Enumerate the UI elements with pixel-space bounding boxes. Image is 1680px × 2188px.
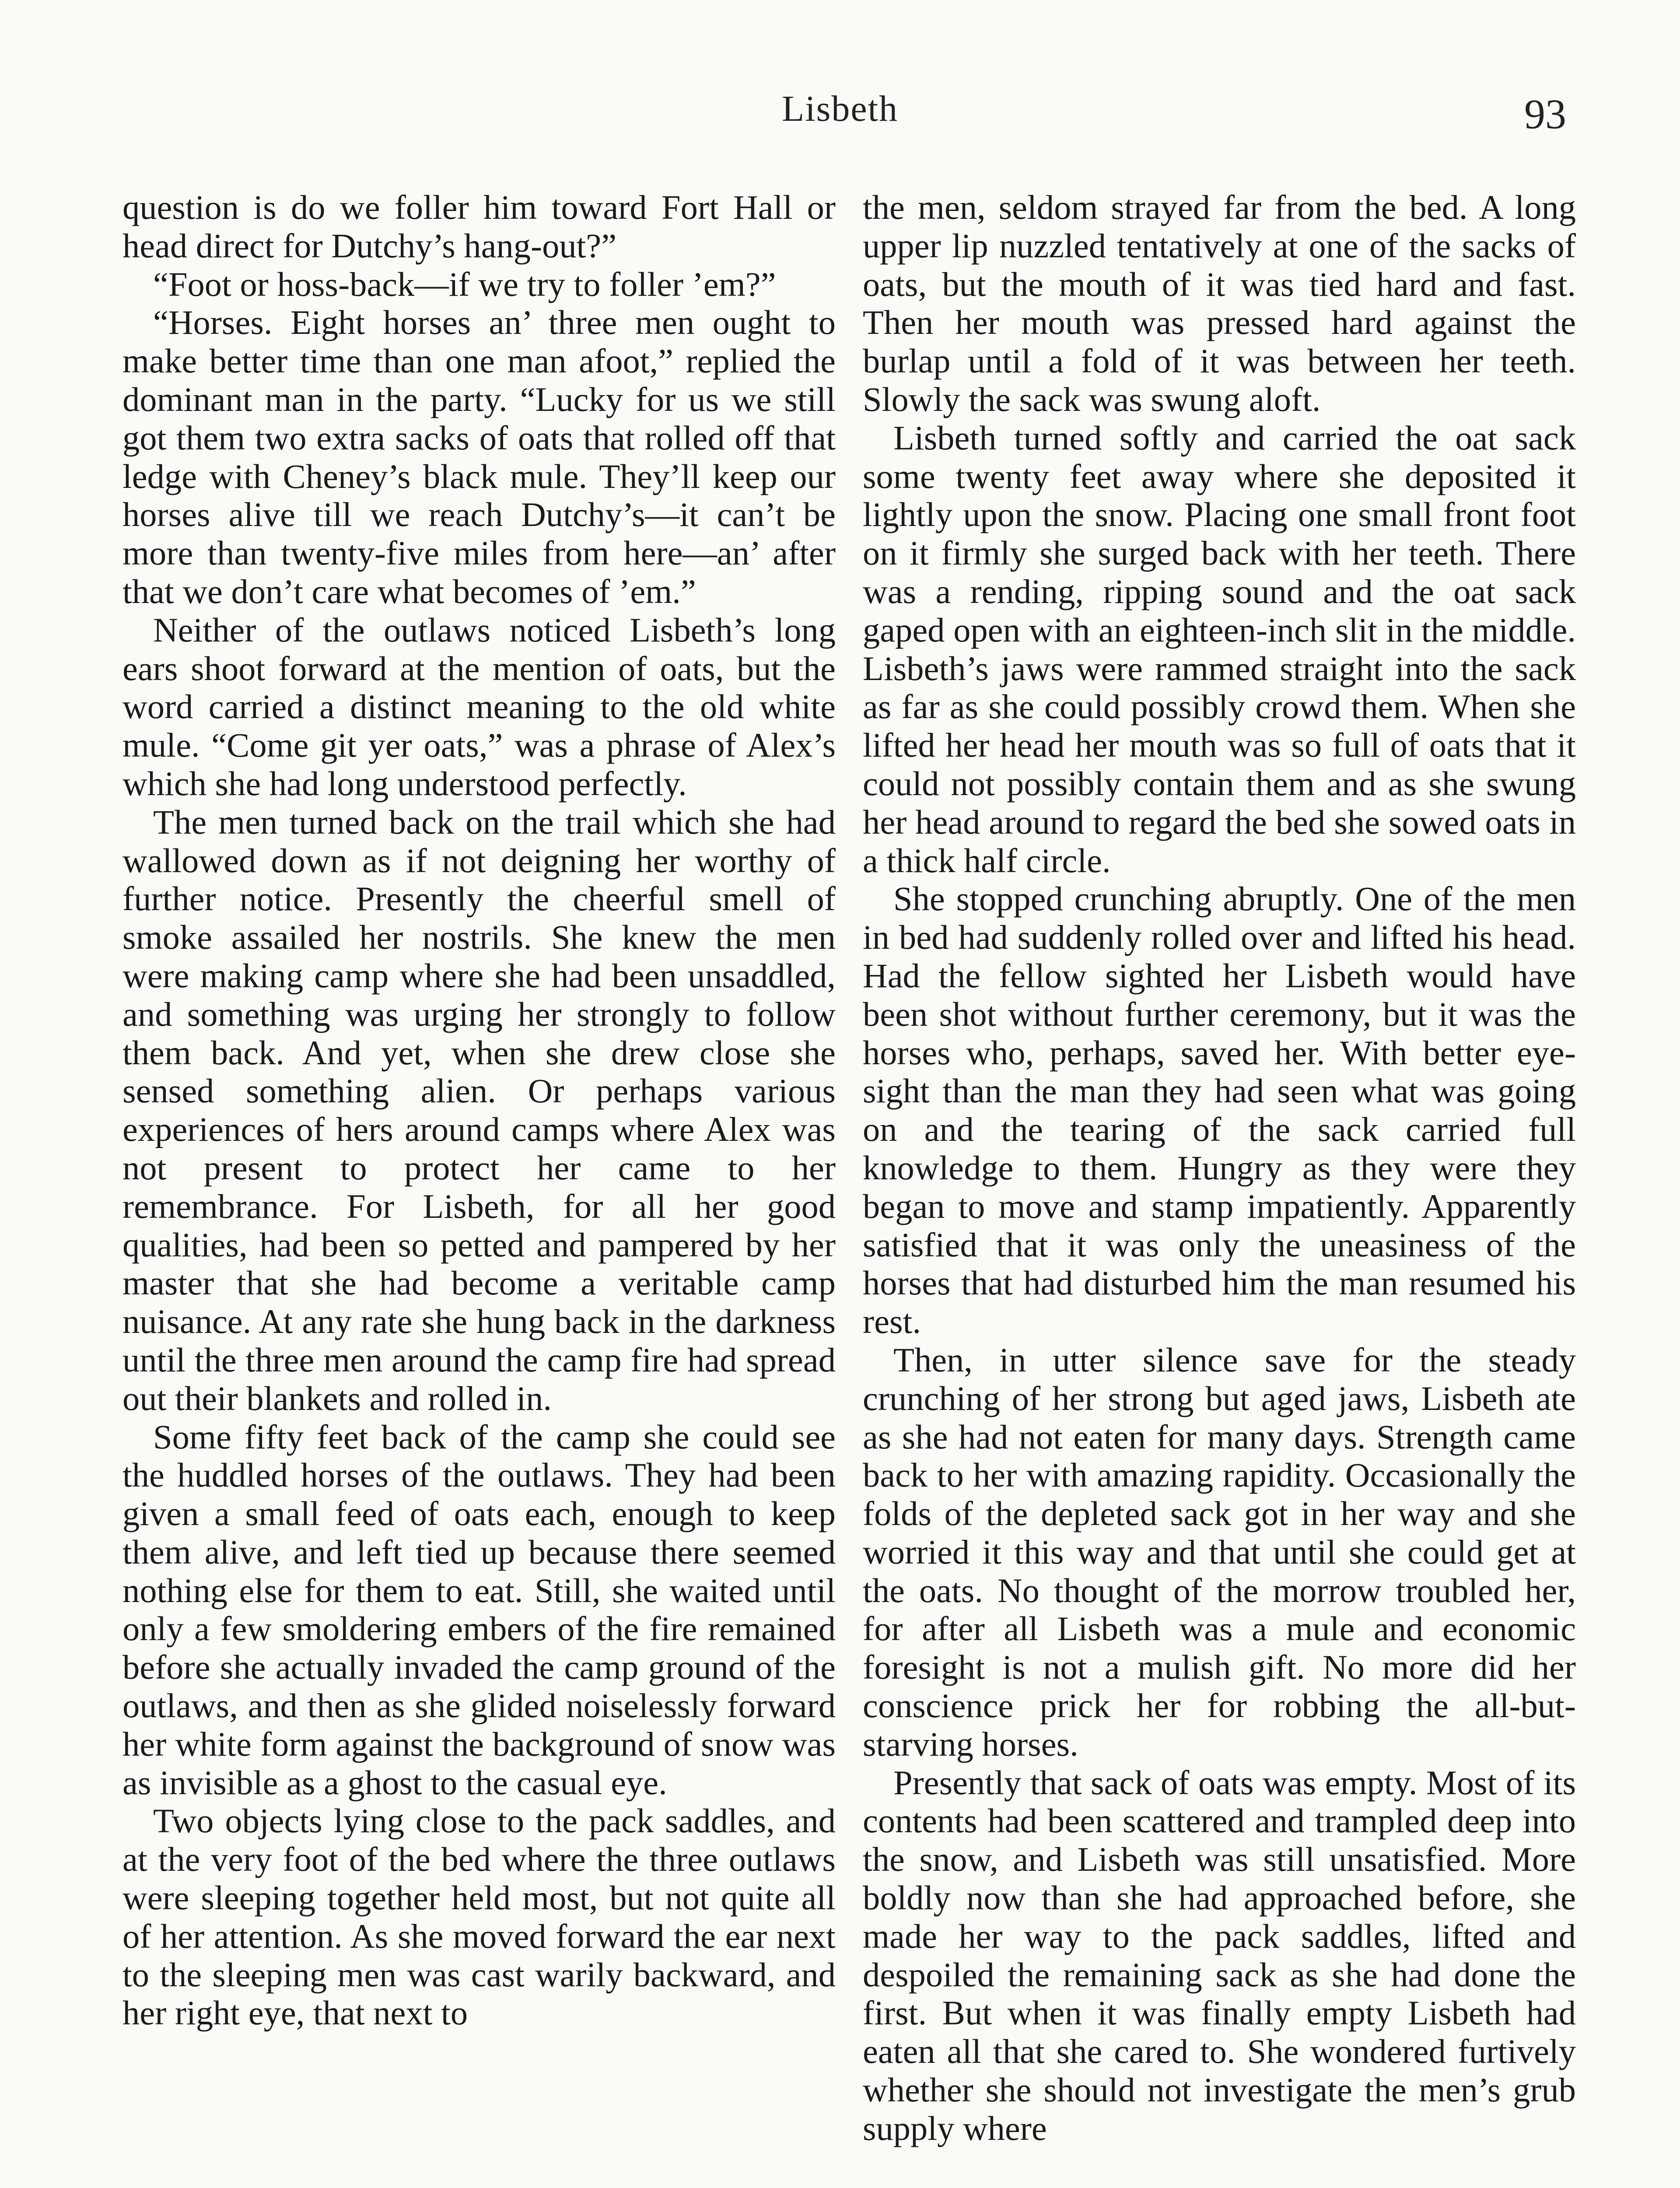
- paragraph: The men turned back on the trail which she had wallowed down as if not deigning her worthy of further notice. Presently the cheerful smell of smoke assailed her nostrils. She knew the men were making camp where she had been unsaddled, and something was urging her strongly to follow them back. And yet, when she drew close she sensed something alien. Or perhaps various experiences of hers around camps where Alex was not present to protect her came to her remembrance. For Lisbeth, for all her good qualities, had been so petted and pampered by her master that she had become a veritable camp nuisance. At any rate she hung back in the darkness until the three men around the camp fire had spread out their blankets and rolled in.: [122, 803, 836, 1417]
- paragraph: Lisbeth turned softly and carried the oat sack some twenty feet away where she deposited it lightly upon the snow. Placing one small front foot on it firmly she surged back with her teeth. There was a rending, ripping sound and the oat sack gaped open with an eighteen-inch slit in the middle. Lisbeth’s jaws were rammed straight into the sack as far as she could possibly crowd them. When she lifted her head her mouth was so full of oats that it could not possibly contain them and as she swung her head around to regard the bed she sowed oats in a thick half circle.: [863, 418, 1576, 880]
- paragraph: “Foot or hoss-back—if we try to foller ’em?”: [153, 265, 776, 303]
- running-title: Lisbeth: [782, 88, 898, 129]
- right-column: [863, 188, 1576, 2148]
- left-column: [122, 188, 836, 2032]
- paragraph: the men, seldom strayed far from the bed. A long upper lip nuzzled tentatively at one of the sacks of oats, but the mouth of it was tied hard and fast. Then her mouth was pressed hard against the burlap until a fold of it was between her teeth. Slowly the sack was swung aloft.: [863, 188, 1576, 418]
- paragraph: question is do we foller him toward Fort Hall or head direct for Dutchy’s hang-out?”: [122, 188, 836, 265]
- page-number: 93: [1524, 91, 1566, 137]
- paragraph: “Horses. Eight horses an’ three men ought to make better time than one man afoot,” replied the dominant man in the party. “Lucky for us we still got them two extra sacks of oats that rolled off that ledge with Cheney’s black mule. They’ll keep our horses alive till we reach Dutchy’s—it can’t be more than twenty-five miles from here—an’ after that we don’t care what becomes of ’em.”: [122, 303, 836, 610]
- paragraph: Neither of the outlaws noticed Lisbeth’s long ears shoot forward at the mention of oats, but the word carried a distinct meaning to the old white mule. “Come git yer oats,” was a phrase of Alex’s which she had long understood perfectly.: [122, 610, 836, 803]
- paragraph: Two objects lying close to the pack saddles, and at the very foot of the bed where the three outlaws were sleeping together held most, but not quite all of her attention. As she moved forward the ear next to the sleeping men was cast warily backward, and her right eye, that next to: [122, 1802, 836, 2032]
- paragraph: Presently that sack of oats was empty. Most of its contents had been scattered and trampled deep into the snow, and Lisbeth was still unsatisfied. More boldly now than she had approached before, she made her way to the pack saddles, lifted and despoiled the remaining sack as she had done the first. But when it was finally empty Lisbeth had eaten all that she cared to. She wondered furtively whether she should not investigate the men’s grub supply where: [863, 1763, 1576, 2147]
- paragraph: She stopped crunching abruptly. One of the men in bed had suddenly rolled over and lifted his head. Had the fellow sighted her Lisbeth would have been shot without further ceremony, but it was the horses who, perhaps, saved her. With better eye-sight than the man they had seen what was going on and the tearing of the sack carried full knowledge to them. Hungry as they were they began to move and stamp impatiently. Apparently satisfied that it was only the uneasiness of the horses that had disturbed him the man resumed his rest.: [863, 880, 1576, 1341]
- paragraph: Some fifty feet back of the camp she could see the huddled horses of the outlaws. They had been given a small feed of oats each, enough to keep them alive, and left tied up because there seemed nothing else for them to eat. Still, she waited until only a few smoldering embers of the fire remained before she actually invaded the camp ground of the outlaws, and then as she glided noiselessly forward her white form against the background of snow was as invisible as a ghost to the casual eye.: [122, 1417, 836, 1802]
- paragraph: Then, in utter silence save for the steady crunching of her strong but aged jaws, Lisbeth ate as she had not eaten for many days. Strength came back to her with amazing rapidity. Occasionally the folds of the depleted sack got in her way and she worried it this way and that until she could get at the oats. No thought of the morrow troubled her, for after all Lisbeth was a mule and economic foresight is not a mulish gift. No more did her conscience prick her for robbing the all-but-starving horses.: [863, 1340, 1576, 1763]
